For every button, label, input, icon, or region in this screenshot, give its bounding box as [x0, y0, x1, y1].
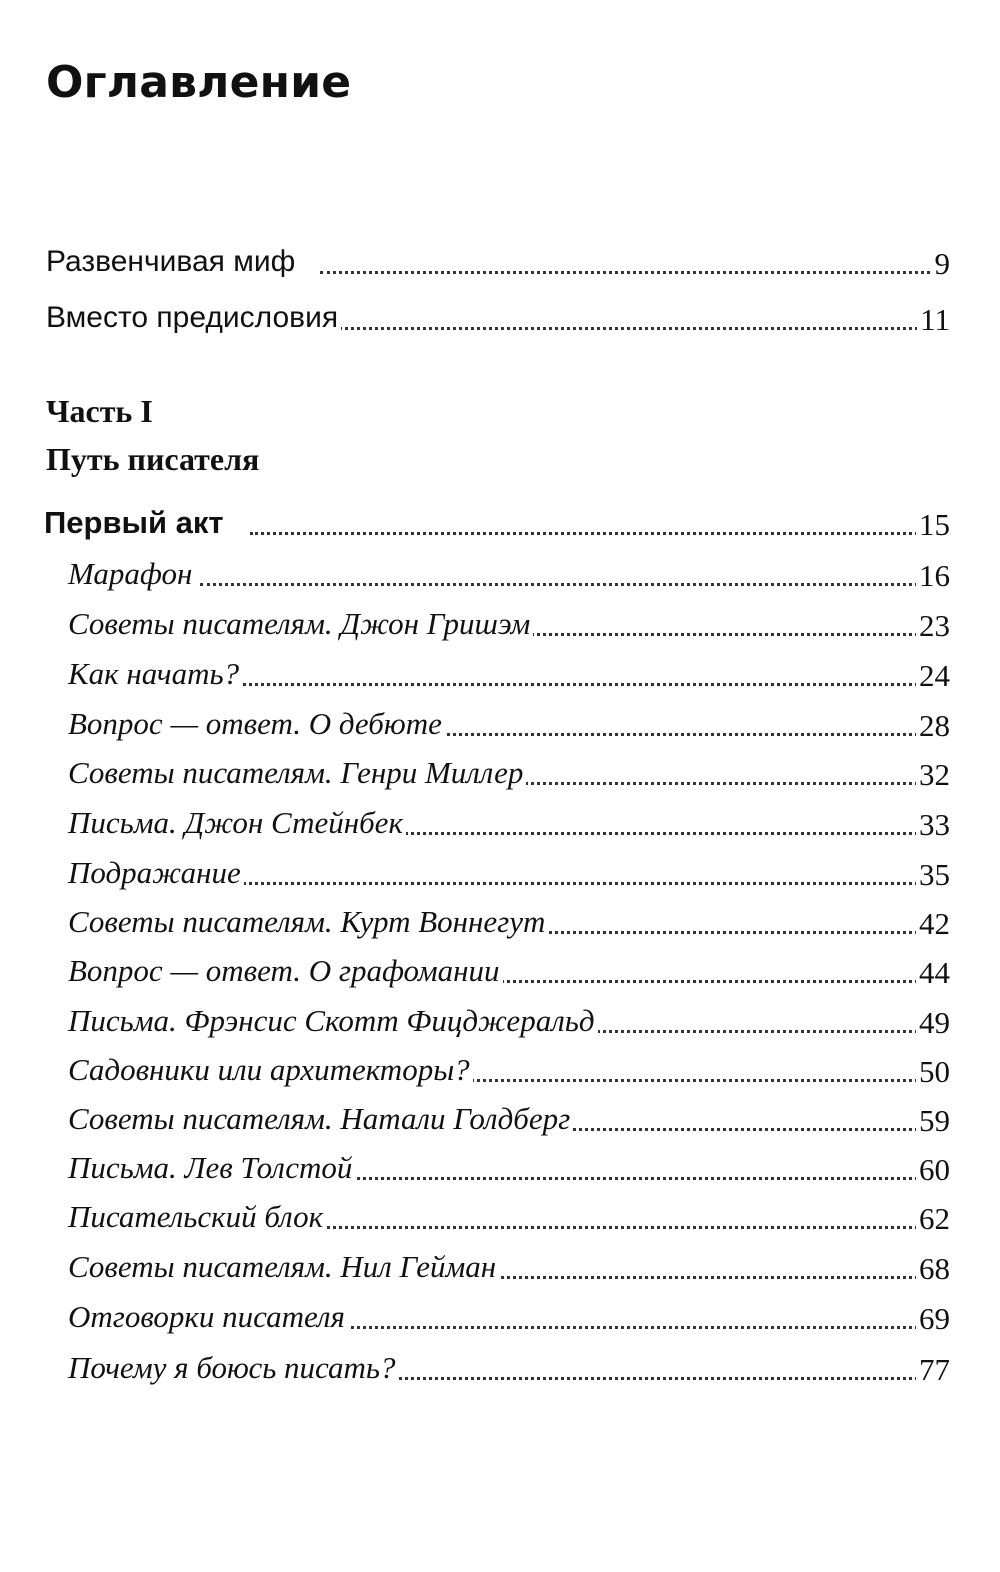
- toc-entry-page-number: 59: [916, 1103, 950, 1139]
- toc-entry-title: Письма. Фрэнсис Скотт Фицджеральд: [68, 1003, 598, 1039]
- toc-entry-chapter[interactable]: [0, 556, 1000, 596]
- toc-entry-title: Развенчивая миф: [46, 244, 298, 280]
- toc-entry-title: Садовники или архитекторы?: [68, 1052, 473, 1088]
- toc-entry-chapter[interactable]: [0, 1249, 1000, 1289]
- toc-entry-title: Вопрос — ответ. О графомании: [68, 953, 503, 989]
- toc-entry-chapter[interactable]: [0, 706, 1000, 746]
- toc-entry-title: Советы писателям. Курт Воннегут: [68, 904, 548, 940]
- part-number-heading: Часть I: [46, 393, 153, 429]
- toc-entry-page-number: 9: [932, 246, 951, 282]
- toc-entry-title: Писательский блок: [68, 1199, 326, 1235]
- toc-entry-chapter[interactable]: [0, 855, 1000, 895]
- toc-entry-chapter[interactable]: [0, 1150, 1000, 1190]
- dot-leader: [320, 327, 948, 330]
- toc-entry-chapter[interactable]: [0, 953, 1000, 993]
- dot-leader: [200, 683, 948, 686]
- toc-entry-chapter[interactable]: [0, 1052, 1000, 1092]
- toc-entry-page-number: 77: [916, 1352, 950, 1388]
- toc-entry-page-number: 49: [916, 1005, 950, 1041]
- toc-entry-page-number: 44: [916, 955, 950, 991]
- toc-entry-title: Отговорки писателя: [68, 1299, 348, 1335]
- toc-entry-page-number: 28: [916, 708, 950, 744]
- toc-entry-title: Советы писателям. Джон Гришэм: [68, 606, 533, 642]
- toc-entry-page-number: 42: [916, 906, 950, 942]
- toc-entry-front-matter[interactable]: [0, 244, 1000, 284]
- toc-entry-title: Первый акт: [44, 505, 227, 541]
- toc-entry-page-number: 69: [916, 1301, 950, 1337]
- toc-entry-page-number: 24: [916, 658, 950, 694]
- toc-entry-chapter[interactable]: [0, 1199, 1000, 1239]
- toc-entry-title: Вопрос — ответ. О дебюте: [68, 706, 445, 742]
- toc-entry-act[interactable]: [0, 505, 1000, 545]
- toc-entry-title: Как начать?: [68, 656, 242, 692]
- toc-entry-chapter[interactable]: [0, 656, 1000, 696]
- toc-entry-page-number: 62: [916, 1201, 950, 1237]
- toc-entry-front-matter[interactable]: [0, 300, 1000, 340]
- toc-entry-page-number: 16: [916, 558, 950, 594]
- toc-entry-title: Марафон: [68, 556, 195, 592]
- toc-entry-chapter[interactable]: [0, 1299, 1000, 1339]
- toc-entry-chapter[interactable]: [0, 1350, 1000, 1390]
- toc-entry-chapter[interactable]: [0, 1003, 1000, 1043]
- toc-entry-title: Вместо предисловия: [46, 300, 341, 336]
- toc-entry-page-number: 15: [916, 507, 950, 543]
- toc-entry-page-number: 60: [916, 1152, 950, 1188]
- toc-entry-chapter[interactable]: [0, 805, 1000, 845]
- toc-entry-chapter[interactable]: [0, 904, 1000, 944]
- dot-leader: [320, 271, 948, 274]
- toc-entry-page-number: 32: [916, 757, 950, 793]
- toc-entry-title: Подражание: [68, 855, 244, 891]
- toc-entry-chapter[interactable]: [0, 1101, 1000, 1141]
- toc-entry-page-number: 68: [916, 1251, 950, 1287]
- page-title: Оглавление: [46, 57, 352, 108]
- toc-entry-title: Письма. Джон Стейнбек: [68, 805, 406, 841]
- toc-entry-chapter[interactable]: [0, 606, 1000, 646]
- toc-entry-chapter[interactable]: [0, 755, 1000, 795]
- toc-entry-page-number: 35: [916, 857, 950, 893]
- part-title-heading: Путь писателя: [46, 441, 260, 477]
- toc-entry-title: Советы писателям. Нил Гейман: [68, 1249, 499, 1285]
- toc-entry-page-number: 11: [917, 302, 950, 338]
- toc-entry-page-number: 33: [916, 807, 950, 843]
- dot-leader: [200, 583, 948, 586]
- toc-entry-title: Письма. Лев Толстой: [68, 1150, 355, 1186]
- dot-leader: [250, 532, 948, 535]
- toc-entry-title: Советы писателям. Генри Миллер: [68, 755, 526, 791]
- toc-entry-page-number: 23: [916, 608, 950, 644]
- toc-entry-title: Советы писателям. Натали Голдберг: [68, 1101, 573, 1137]
- toc-entry-page-number: 50: [916, 1054, 950, 1090]
- dot-leader: [200, 882, 948, 885]
- toc-entry-title: Почему я боюсь писать?: [68, 1350, 399, 1386]
